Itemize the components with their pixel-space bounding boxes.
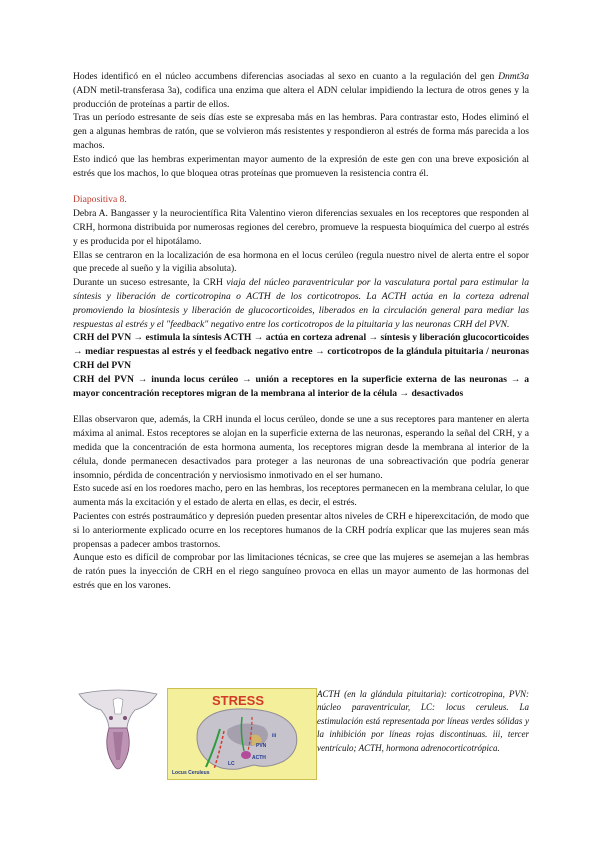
document-body <box>73 70 529 593</box>
paragraph-locus-ceruleus: Ellas se centraron en la localización de esa hormona en el locus cerúleo (regula nuestro nivel de alerta entre el sopor que precede al sueño y la vigilia absoluta). <box>73 249 529 275</box>
paragraph-patients: Pacientes con estrés postraumático y depresión pueden presentar altos niveles de CRH e hiperexcitación, de modo que si lo anteriormente explicado ocurre en los receptores humanos de la CRH podría explicar que las mujeres sean más propensas a padecer ambos trastornos. <box>73 510 529 550</box>
paragraph-females: Esto sucede así en los roedores macho, pero en las hembras, los receptores permanecen en la membrana celular, lo que aumenta más la excitación y el estado de alerta en ellas, es decir, el estrés. <box>73 483 529 509</box>
gene-name: Dnmt3a <box>498 71 529 82</box>
brain-section-figure <box>73 688 163 780</box>
summary-crh-acth: CRH del PVN → estimula la síntesis ACTH → actúa en corteza adrenal → síntesis y liberación glucocorticoides → mediar respuestas al estrés y el feedback negativo entre → corticotropos de la glándula pituitaria / neuronas CRH del PVN <box>73 332 529 371</box>
text-span: Durante un suceso estresante, la CRH <box>73 277 227 289</box>
paragraph-hodes-conclusion: Esto indicó que las hembras experimentan mayor aumento de la expresión de este gen con una breve exposición al estrés que los machos, lo que bloquea otras proteínas que promueven la resistencia contra él. <box>73 153 529 179</box>
paragraph-hodes-experiment: Tras un período estresante de seis días este se expresaba más en las hembras. Para contrastar esto, Hodes eliminó el gen a algunas hembras de ratón, que se volvieron más resistentes y respondieron al estrés de forma más parecida a los machos. <box>73 112 529 151</box>
lc-label: LC <box>228 761 235 767</box>
acth-label: ACTH <box>252 755 266 761</box>
figure-row <box>73 688 529 780</box>
summary-crh-locus: CRH del PVN → inunda locus cerúleo → unión a receptores en la superficie externa de las neuronas → a mayor concentración receptores migran de la membrana al interior de la célula → desactivados <box>73 373 529 399</box>
stress-brain-figure <box>167 688 317 780</box>
text-span: (ADN metil-transferasa 3a), codifica una enzima que altera el ADN celular impidiendo la lectura de otros genes y la producción de proteínas a partir de ellos. <box>73 84 529 110</box>
figure-caption: ACTH (en la glándula pituitaria): corticotropina, PVN: núcleo paraventricular, LC: locus ceruleus. La estimulación está representada por líneas verdes sólidas y la inhibición por líneas rojas discontinuas. iii, tercer ventrículo; ACTH, hormona adrenocorticotrópica. <box>317 689 529 753</box>
pvn-label: PVN <box>256 743 267 749</box>
paragraph-women: Aunque esto es difícil de comprobar por las limitaciones técnicas, se cree que las mujeres se asemejan a las hembras de ratón pues la inyección de CRH en el riego sanguíneo provoca en ellas un mayor aumento de las hormonas del estrés que en los varones. <box>73 552 529 591</box>
text-span: Hodes identificó en el núcleo accumbens diferencias asociadas al sexo en cuanto a la regulación del gen <box>73 71 499 82</box>
paragraph-receptors: Ellas observaron que, además, la CRH inunda el locus cerúleo, donde se une a sus receptores para mantener en alerta máxima al animal. Estos receptores se alojan en la superficie externa de las neuronas, esperando la señal del CRH, y a medida que la concentración de esta hormona aumenta, los receptores migran desde la membrana al interior de la célula, donde permanecen desactivados para proteger a las neuronas de una sobreactivación que podría generar insomnio, pérdida de concentración y nerviosismo inmotivado en el ser humano. <box>73 414 529 481</box>
italic-span: viaja del núcleo paraventricular por la vasculatura portal para estimular la síntesis y liberación de corticotropina o ACTH de los corticotropos. La ACTH actúa en la corteza adrenal promoviendo la biosíntesis y liberación de glucocorticoides, liberados en la circulación general para mediar las respuestas al estrés y el "feedback" negativo entre los corticotropos de la pituitaria y las neuronas CRH del PVN. <box>73 277 529 330</box>
paragraph-hodes-gene <box>73 70 529 111</box>
slide-heading: Diapositiva 8. <box>73 194 127 206</box>
paragraph-bangasser: Debra A. Bangasser y la neurocientífica Rita Valentino vieron diferencias sexuales en los receptores que responden al CRH, hormona distribuida por numerosas regiones del cerebro, promueve la respuesta bioquímica del cuerpo al estrés y es producida por el hipotálamo. <box>73 208 529 247</box>
paragraph-crh-journey <box>73 276 529 331</box>
stress-diagram <box>168 689 316 779</box>
stress-label: STRESS <box>212 693 265 708</box>
locus-ceruleus-label: Locus Ceruleus <box>172 770 210 776</box>
iii-label: iii <box>272 733 277 739</box>
